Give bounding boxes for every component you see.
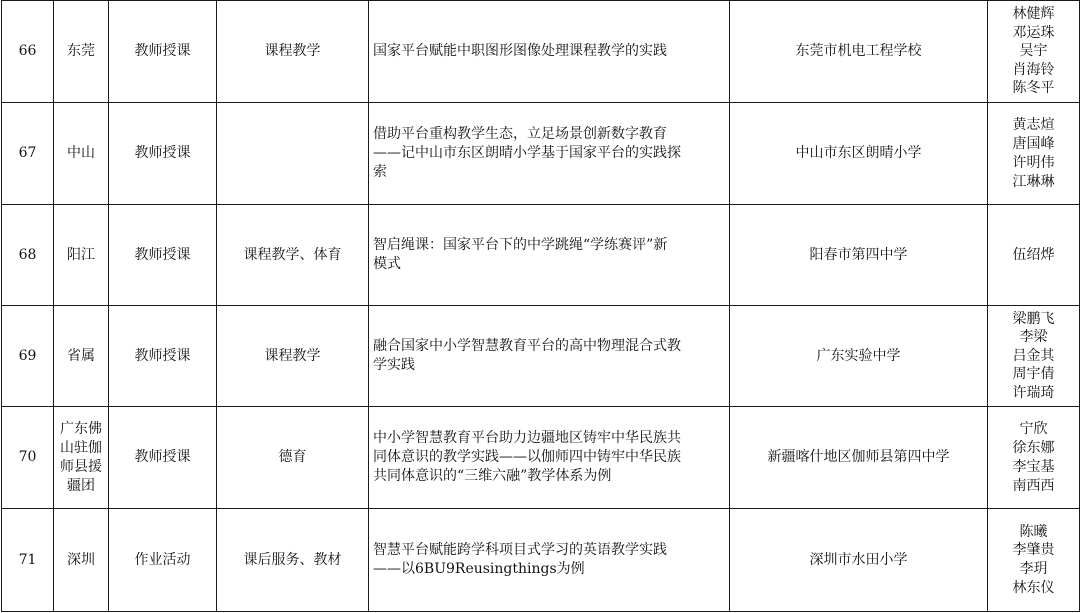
row-number: 69 bbox=[2, 306, 54, 407]
person-name: 吴宇 bbox=[1019, 43, 1048, 60]
title-cell bbox=[369, 407, 730, 509]
title-line: 智慧平台赋能跨学科项目式学习的英语教学实践 bbox=[373, 542, 667, 558]
people-cell bbox=[988, 1, 1080, 103]
people-cell bbox=[988, 103, 1080, 205]
title-cell bbox=[369, 205, 730, 306]
category-cell: 教师授课 bbox=[109, 306, 217, 407]
row-number: 71 bbox=[2, 509, 54, 612]
row-number: 67 bbox=[2, 103, 54, 205]
people-cell bbox=[988, 509, 1080, 612]
field-cell: 课程教学 bbox=[217, 1, 369, 103]
person-name: 肖海铃 bbox=[1012, 61, 1055, 78]
region-line: 山驻伽 bbox=[60, 439, 102, 456]
title-line: 索 bbox=[373, 164, 387, 180]
person-name: 李宝基 bbox=[1012, 458, 1055, 475]
person-name: 许明伟 bbox=[1012, 154, 1055, 171]
region-line: 疆团 bbox=[67, 477, 95, 494]
table-row bbox=[2, 407, 1080, 509]
unit-cell: 新疆喀什地区伽师县第四中学 bbox=[730, 407, 988, 509]
table-row bbox=[2, 306, 1080, 407]
field-cell: 德育 bbox=[217, 407, 369, 509]
row-number: 68 bbox=[2, 205, 54, 306]
title-cell bbox=[369, 103, 730, 205]
title-line: 中小学智慧教育平台助力边疆地区铸牢中华民族共 bbox=[373, 430, 681, 446]
person-name: 邓运珠 bbox=[1012, 24, 1055, 41]
unit-cell: 中山市东区朗晴小学 bbox=[730, 103, 988, 205]
category-cell: 教师授课 bbox=[109, 103, 217, 205]
person-name: 陈冬平 bbox=[1012, 80, 1055, 97]
person-name: 黄志煊 bbox=[1012, 116, 1055, 133]
region-cell: 东莞 bbox=[54, 1, 109, 103]
person-name: 周宇倩 bbox=[1012, 366, 1055, 383]
person-name: 唐国峰 bbox=[1012, 135, 1055, 152]
person-name: 伍绍烨 bbox=[1012, 246, 1055, 263]
row-number: 66 bbox=[2, 1, 54, 103]
title-line: 借助平台重构教学生态，立足场景创新数字教育 bbox=[373, 126, 667, 142]
person-name: 宁欣 bbox=[1019, 420, 1048, 437]
title-cell bbox=[369, 1, 730, 103]
row-number: 70 bbox=[2, 407, 54, 509]
table-row bbox=[2, 103, 1080, 205]
title-line: 国家平台赋能中职图形图像处理课程教学的实践 bbox=[373, 43, 667, 59]
field-cell: 课后服务、教材 bbox=[217, 509, 369, 612]
title-line: 智启绳课：国家平台下的中学跳绳“学练赛评”新 bbox=[373, 237, 668, 253]
person-name: 李玥 bbox=[1019, 561, 1048, 577]
title-cell bbox=[369, 509, 730, 612]
table-row bbox=[2, 205, 1080, 306]
region-cell: 省属 bbox=[54, 306, 109, 407]
project-table bbox=[1, 0, 1080, 612]
category-cell: 教师授课 bbox=[109, 1, 217, 103]
person-name: 江琳琳 bbox=[1012, 173, 1055, 190]
region-cell: 深圳 bbox=[54, 509, 109, 612]
field-cell bbox=[217, 103, 369, 205]
category-cell: 作业活动 bbox=[109, 509, 217, 612]
category-cell: 教师授课 bbox=[109, 205, 217, 306]
people-cell bbox=[988, 306, 1080, 407]
title-line: 同体意识的教学实践——以伽师四中铸牢中华民族 bbox=[373, 449, 681, 465]
person-name: 李肇贵 bbox=[1012, 542, 1055, 559]
people-cell bbox=[988, 407, 1080, 509]
title-line: 模式 bbox=[373, 256, 401, 272]
title-line: 融合国家中小学智慧教育平台的高中物理混合式教 bbox=[373, 338, 681, 354]
person-name: 南西西 bbox=[1012, 477, 1055, 494]
people-cell bbox=[988, 205, 1080, 306]
person-name: 陈曦 bbox=[1019, 523, 1048, 540]
region-cell: 阳江 bbox=[54, 205, 109, 306]
region-cell: 中山 bbox=[54, 103, 109, 205]
region-line: 师县援 bbox=[60, 458, 102, 475]
person-name: 李梁 bbox=[1019, 329, 1048, 346]
person-name: 林东仪 bbox=[1012, 579, 1055, 596]
table-row bbox=[2, 1, 1080, 103]
table-row bbox=[2, 509, 1080, 612]
unit-cell: 深圳市水田小学 bbox=[730, 509, 988, 612]
person-name: 徐东娜 bbox=[1012, 439, 1055, 456]
unit-cell: 东莞市机电工程学校 bbox=[730, 1, 988, 103]
field-cell: 课程教学 bbox=[217, 306, 369, 407]
title-line: ——记中山市东区朗晴小学基于国家平台的实践探 bbox=[373, 145, 681, 161]
region-line: 广东佛 bbox=[60, 420, 102, 437]
title-line: ——以6BU9Reusingthings为例 bbox=[373, 561, 585, 577]
person-name: 许瑞琦 bbox=[1012, 384, 1055, 401]
region-cell bbox=[54, 407, 109, 509]
title-line: 共同体意识的“三维六融”教学体系为例 bbox=[373, 468, 612, 484]
person-name: 梁鹏飞 bbox=[1012, 310, 1055, 327]
unit-cell: 广东实验中学 bbox=[730, 306, 988, 407]
title-cell bbox=[369, 306, 730, 407]
unit-cell: 阳春市第四中学 bbox=[730, 205, 988, 306]
person-name: 吕金其 bbox=[1012, 347, 1055, 364]
category-cell: 教师授课 bbox=[109, 407, 217, 509]
title-line: 学实践 bbox=[373, 357, 415, 373]
field-cell: 课程教学、体育 bbox=[217, 205, 369, 306]
person-name: 林健辉 bbox=[1012, 6, 1055, 23]
